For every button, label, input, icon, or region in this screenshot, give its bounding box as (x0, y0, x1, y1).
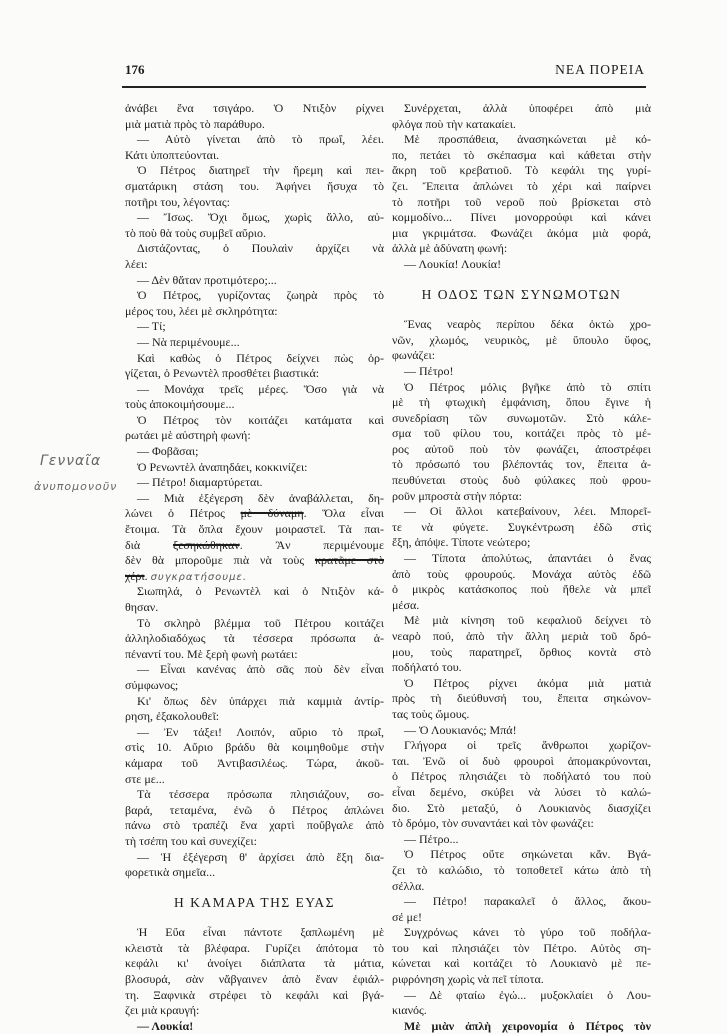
paragraph (125, 584, 384, 615)
text-line: Μὲ προσπάθεια, ἀνασηκώνεται μὲ κό- (404, 132, 651, 147)
text-line: — Πέτρο! παρακαλεῖ ὁ ἄλλος, ἄκου- (404, 894, 651, 909)
text-line: — Τίποτα ἀπολύτως, ἀπαντάει ὁ ἕνας (404, 551, 651, 566)
text-line: ζει τὸ καλώδιο, τὸ τοποθετεῖ κάτω ἀπὸ τὴ (392, 862, 651, 877)
text-line: μέσα. (392, 597, 420, 612)
paragraph (125, 925, 384, 1019)
text-line: κιανός. (392, 1003, 427, 1018)
text-line: — Ἐν τάξει! Λοιπόν, αὔριο τὸ πρωΐ, (137, 724, 384, 739)
paragraph (125, 382, 384, 413)
paragraph (125, 850, 384, 881)
text-line: φλόγα ποὺ τὴν κατακαίει. (392, 116, 516, 131)
text-line: ἄκρη τοῦ κρεβατιοῦ. Τὸ κεφάλι της γυρί- (392, 163, 651, 178)
section-heading: Η ΚΑΜΑΡΑ ΤΗΣ ΕΥΑΣ (174, 894, 335, 910)
paragraph (125, 241, 384, 272)
text-line: ριφρόνηση χωρὶς νὰ πεῖ τίποτα. (392, 972, 544, 987)
handwritten-margin-note (34, 448, 124, 500)
struck-text: κρατᾶμε στὸ (314, 553, 384, 568)
text-line: πο, πετάει τὸ σκέπασμα καὶ κάθεται στὴν (392, 147, 651, 162)
text-line: Ὁ Πέτρος μόλις βγῆκε ἀπὸ τὸ σπίτι (404, 379, 651, 394)
text-line: τὸ ποτῆρι τοῦ νεροῦ ποὺ βρίσκεται στὸ (392, 194, 651, 209)
text-line: ἀνάβει ἕνα τσιγάρο. Ὁ Ντιξὸν ρίχνει (125, 101, 384, 115)
text-line: λέει: (125, 256, 148, 271)
paragraph (125, 475, 384, 491)
text-line: κώνεται καὶ κοιτάζει τὸ Λουκιανὸ μὲ πε- (392, 956, 651, 971)
text-line: ται. Ἐνῶ οἱ δυὸ φρουροὶ ἀπομακρύνονται, (392, 753, 651, 768)
text-line: σμα τοῦ φίλου του, κοιτάζει πρὸς τὸ μέ- (392, 426, 651, 441)
paragraph (125, 351, 384, 382)
text-segment: λώνει ὁ Πέτρος (125, 506, 241, 521)
paragraph (392, 132, 651, 257)
text-line: Τὰ τέσσερα πρόσωπα πλησιάζουν, σο- (137, 787, 384, 802)
text-line: ὁ μικρὸς κατάσκοπος ποὺ ἤθελε νὰ μπεῖ (392, 582, 651, 597)
text-line: κάμαρα τοῦ Ἀντιβασιλέως. Τώρα, ἀκοῦ- (125, 755, 384, 770)
text-line: — Τί; (137, 319, 166, 334)
paragraph (392, 847, 651, 894)
text-line: πέναντί του. Μὲ ξερὴ φωνὴ ρωτάει: (125, 646, 298, 661)
struck-text: χέρι (125, 568, 145, 583)
paragraph (125, 335, 384, 351)
text-line: Μὲ μιὰν ἁπλὴ χειρονομία ὁ Πέτρος τὸν (404, 1018, 651, 1033)
paragraph (125, 273, 384, 289)
text-line: τὸ δρόμο, τὸν συναντάει καὶ τὸν φωνάζει: (392, 816, 594, 831)
text-line: τοὺς ἀποκοιμήσουμε... (125, 397, 235, 412)
paragraph (392, 723, 651, 739)
text-line: Ὁ Πέτρος διατηρεῖ τὴν ἤρεμη καὶ πει- (137, 163, 384, 178)
text-line: — Ἡ ἐξέγερση θ' ἀρχίσει ἀπὸ ἔξη δια- (137, 849, 384, 864)
text-line: — Πέτρο... (404, 831, 459, 846)
text-line: σματάρικη στάση του. Ἀφήνει ἥσυχα τὸ (125, 178, 384, 193)
text-line: μια γκριμάτσα. Φωνάζει ἀκόμα μιὰ φορά, (392, 225, 651, 240)
paragraph (125, 491, 384, 585)
text-line (125, 538, 384, 554)
paragraph (392, 925, 651, 987)
paragraph (392, 551, 651, 613)
paragraph (392, 504, 651, 551)
paragraph (392, 380, 651, 505)
running-title: ΝΕΑ ΠΟΡΕΙΑ (555, 62, 645, 77)
paragraph (392, 257, 651, 273)
text-line: πρὸς τὴ διεύθυνσή του, ἔπειτα σηκώνον- (392, 691, 651, 706)
struck-text: μὲ δύναμη (240, 506, 304, 521)
text-line: — Μιὰ ἐξέγερση δὲν ἀναβάλλεται, δη- (137, 490, 384, 505)
paragraph (125, 616, 384, 663)
text-line: ἀλλὰ μὲ ἀδύνατη φωνή: (392, 241, 508, 256)
text-line: — Πέτρο! (404, 363, 454, 378)
text-line: κλειστὰ τὰ βλέφαρα. Γυρίζει ἀπότομα τὸ (125, 940, 384, 955)
text-line: Ἕνας νεαρὸς περίπου δέκα ὀκτὼ χρο- (404, 317, 651, 332)
text-line: Τὸ σκληρὸ βλέμμα τοῦ Πέτρου κοιτάζει (137, 615, 384, 630)
paragraph (392, 738, 651, 832)
text-line: — Δὲ φταίω ἐγώ... μυξοκλαίει ὁ Λου- (404, 987, 651, 1002)
paragraph (392, 988, 651, 1019)
header-rule (122, 86, 646, 88)
text-line: πάνω στὸ τραπέζι ἕνα χαρτὶ ποὔβγαλε ἀπὸ (125, 818, 384, 833)
text-line: στὶς 10. Αὔριο βράδυ θὰ κοιμηθοῦμε στὴν (125, 740, 384, 755)
text-line: κεφάλι κι' ἀνοίγει διάπλατα τὰ μάτια, (125, 956, 384, 971)
text-line: ἔξη, ἀπόψε. Τίποτε νεώτερο; (392, 535, 531, 550)
text-line: νῶν, χλωμός, νευρικὸς, μὲ ὕπουλο ὕφος, (392, 332, 651, 347)
text-segment: . (144, 568, 151, 583)
paragraph (125, 101, 384, 132)
margin-note-line: Γενναῖα (40, 453, 102, 469)
text-line: τε νὰ φύγετε. Συγκέντρωση ἐδῶ στὶς (392, 519, 651, 534)
text-line: νεαρὸ πού, ἀπὸ τὴν ἄλλη μεριὰ τοῦ δρό- (392, 629, 651, 643)
paragraph (125, 1019, 384, 1034)
text-line: σέλλα. (392, 878, 425, 893)
text-line: μὲ τὴ φτωχικὴ ἐμφάνιση, ὅπου ἔγινε ἡ (392, 395, 651, 410)
text-line: μέρος του, λέει μὲ σκληρότητα: (125, 303, 278, 318)
text-line (125, 553, 384, 569)
text-line: ρωτάει μὲ αὐστηρὴ φωνή: (125, 428, 251, 443)
text-line (125, 506, 384, 522)
text-line: Ἡ Εὔα εἶναι πάντοτε ξαπλωμένη μὲ (137, 925, 384, 940)
text-line: ρος αὐτοῦ ποὺ τὸν φωνάζει, ἀποστρέφει (392, 441, 651, 456)
text-line: του καὶ πλησιάζει τὸν Πέτρο. Αὐτὸς ση- (392, 940, 651, 955)
text-line: Ὁ Πέτρος ρίχνει ἀκόμα μιὰ ματιὰ (404, 675, 651, 690)
paragraph (392, 317, 651, 364)
text-line: στε με... (125, 771, 165, 786)
text-line: — Μονάχα τρεῖς μέρες. Ὅσο γιὰ νὰ (137, 381, 384, 396)
text-line: Κι' ὅπως δὲν ὑπάρχει πιὰ καμμιὰ ἀντίρ- (137, 693, 384, 708)
text-line: ροῦν μπροστὰ στὴν πόρτα: (392, 488, 522, 503)
paragraph (125, 288, 384, 319)
text-line: τη. Ξαφνικὰ στρέφει τὸ κεφάλι καὶ βγά- (125, 987, 384, 1002)
text-line: ποδήλατό του. (392, 660, 462, 675)
left-column (125, 101, 384, 1034)
right-column (392, 101, 651, 1034)
page-number: 176 (125, 62, 145, 77)
text-line: πευθύνεται στοὺς δυὸ φύλακες ποὺ φρου- (392, 473, 651, 488)
text-segment: . Ὅλα εἶναι (303, 506, 384, 521)
text-line: ζει μιὰ κραυγή: (125, 1003, 200, 1018)
paragraph (125, 132, 384, 163)
paragraph (125, 163, 384, 210)
text-line: εἶναι δεμένο, σκύβει νὰ λύσει τὸ καλώ- (392, 784, 651, 799)
text-line: Καὶ καθὼς ὁ Πέτρος δείχνει πὼς ὀρ- (137, 350, 384, 365)
text-line: θησαν. (125, 600, 159, 614)
paragraph (125, 444, 384, 460)
text-line: Μὲ μιὰ κίνηση τοῦ κεφαλιοῦ δείχνει τὸ (404, 613, 651, 628)
text-line: φορετικὰ σημεῖα... (125, 865, 216, 880)
paragraph (392, 101, 651, 132)
text-line: — Πέτρο! διαμαρτύρεται. (137, 475, 263, 490)
text-line: Ὁ Ρενωντὲλ ἀναπηδάει, κοκκινίζει: (137, 459, 308, 474)
text-line (125, 569, 384, 585)
text-line: τὸ ποὺ θὰ τοὺς συμβεῖ αὔριο. (125, 225, 267, 240)
text-line: μιὰ ματιὰ πρὸς τὸ παράθυρο. (125, 116, 265, 131)
text-line: — Φοβᾶσαι; (137, 444, 199, 459)
text-line: τὸ πρόσωπό του βλέποντάς τον, ἔπειτα ἀ- (392, 457, 651, 472)
margin-note-line: ἀνυπομονοῦν (34, 480, 118, 493)
section-heading: Η ΟΔΟΣ ΤΩΝ ΣΥΝΩΜΟΤΩΝ (421, 286, 622, 302)
text-line: — Ὁ Λουκιανός; Μπά! (404, 722, 517, 737)
text-line: διο. Στὸ μεταξύ, ὁ Λουκιανὸς διασχίζει (392, 800, 651, 815)
handwritten-correction: συγκρατήσουμε. (150, 571, 248, 583)
text-line: σέ με! (392, 909, 422, 924)
paragraph (125, 413, 384, 444)
text-line: συνεδρίαση τῶν συνωμοτῶν. Στὸ κάλε- (392, 410, 651, 425)
text-line: Γλήγορα οἱ τρεῖς ἄνθρωποι χωρίζον- (404, 738, 651, 753)
text-line: ὁ Πέτρος πλησιάζει τὸ ποδήλατό του ποὺ (392, 769, 651, 784)
text-line: ρηση, ἐξακολουθεῖ: (125, 709, 220, 724)
paragraph (125, 662, 384, 693)
text-line: Σιωπηλά, ὁ Ρενωντὲλ καὶ ὁ Ντιξὸν κά- (137, 584, 384, 599)
struck-text: ξεσηκώθηκαν (173, 537, 240, 552)
text-segment: διὰ (125, 537, 174, 552)
text-line: ζει. Ἔπειτα ἁπλώνει τὸ χέρι καὶ παίρνει (392, 178, 651, 193)
text-line: ποτῆρι του, λέγοντας: (125, 194, 230, 209)
paragraph (125, 210, 384, 241)
text-line: Συγχρόνως κάνει τὸ γύρο τοῦ ποδήλα- (404, 925, 651, 940)
text-line: — Ἴσως. Ὄχι ὅμως, χωρὶς ἄλλο, αὐ- (137, 210, 384, 225)
text-line: — Αὐτὸ γίνεται ἀπὸ τὸ πρωΐ, λέει. (137, 132, 384, 147)
text-line: Ὁ Πέτρος τὸν κοιτάζει κατάματα καὶ (137, 412, 384, 427)
text-line: βαρά, τεταμένα, ἐνῶ ὁ Πέτρος ἁπλώνει (125, 802, 384, 817)
text-line: Ὁ Πέτρος, γυρίζοντας ζωηρὰ πρὸς τὸ (137, 288, 384, 303)
text-line: τὴ τσέπη του καὶ συνεχίζει: (125, 833, 257, 848)
text-line: Συνέρχεται, ἀλλὰ ὑποφέρει ἀπὸ μιὰ (404, 101, 651, 115)
text-line: ἕτοιμα. Τὰ ὅπλα ἔχουν μοιραστεῖ. Τὰ παι- (125, 522, 384, 537)
text-line: βλοσυρά, σὰν νἄβγαινεν ἀπὸ ἕναν ἐφιάλ- (125, 972, 384, 987)
text-line: — Λουκία! Λουκία! (404, 256, 502, 271)
paragraph (125, 460, 384, 476)
text-line: φωνάζει: (392, 348, 436, 363)
text-segment: . Ἂν περιμένουμε (239, 537, 384, 552)
paragraph (125, 787, 384, 849)
text-line: τας τοὺς ὤμους. (392, 706, 470, 721)
paragraph (125, 694, 384, 725)
text-line: ἀπὸ τοὺς φρουρούς. Μονάχα αὐτὸς ἐδῶ (392, 566, 651, 581)
text-line: — Οἱ ἄλλοι κατεβαίνουν, λέει. Μπορεῖ- (404, 504, 651, 519)
text-line: Κάτι ὑποπτεύονται. (125, 147, 220, 162)
text-line: ἀλληλοδιαδόχως τὰ τέσσερα πρόσωπα ἀ- (125, 631, 384, 646)
paragraph (125, 319, 384, 335)
paragraph (125, 725, 384, 787)
text-line: — Λουκία! (137, 1018, 194, 1033)
text-line: Διστάζοντας, ὁ Πουλαὶν ἀρχίζει νὰ (137, 241, 384, 256)
text-line: — Νὰ περιμένουμε... (137, 334, 240, 349)
text-line: — Δὲν θἄταν προτιμότερο;... (137, 272, 277, 287)
paragraph (392, 1019, 651, 1034)
text-line: Ὁ Πέτρος οὔτε σηκώνεται κἄν. Βγά- (404, 847, 651, 862)
paragraph (392, 832, 651, 848)
text-line: μου, τοὺς παρατηρεῖ, ὄρθιος κοντὰ στὸ (392, 644, 651, 659)
paragraph (392, 894, 651, 925)
paragraph (392, 613, 651, 675)
paragraph (392, 676, 651, 723)
text-line: — Εἶναι κανένας ἀπὸ σᾶς ποὺ δὲν εἶναι (137, 662, 384, 677)
text-line: γίζεται, ὁ Ρενωντὲλ προσθέτει βιαστικά: (125, 366, 320, 381)
text-segment: δὲν θὰ μποροῦμε πιὰ νὰ τοὺς (125, 553, 315, 568)
text-line: σύμφωνος; (125, 677, 179, 692)
paragraph (392, 364, 651, 380)
text-line: κομμοδίνο... Πίνει μονορρούφι καὶ κάνει (392, 210, 651, 225)
